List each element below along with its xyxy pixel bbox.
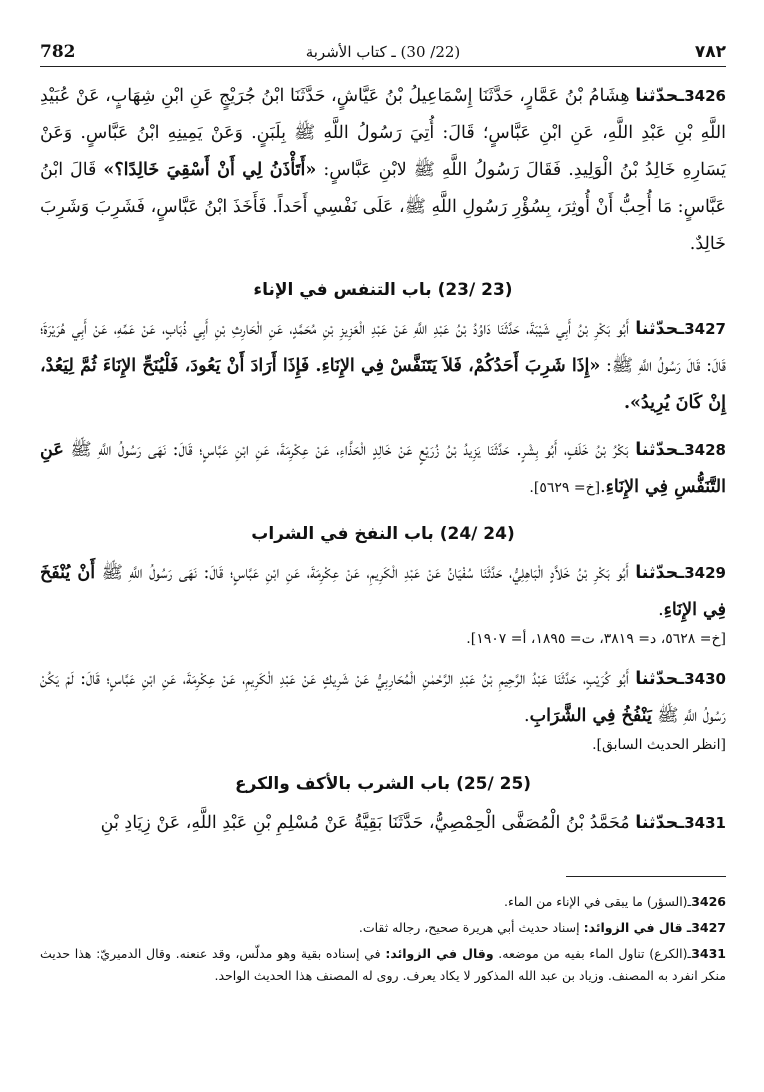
hadith-3431: [40, 805, 726, 842]
footnote-label: ـ قال في الزوائد:: [583, 920, 692, 935]
footnote-number: 3427: [691, 920, 726, 935]
cross-reference: [خ= ٥٦٢٨، د= ٣٨١٩، ت= ١٨٩٥، أ= ١٩٠٧].: [466, 631, 726, 647]
footnote: [40, 891, 726, 913]
hadith-number: 3426: [684, 87, 726, 105]
footnote-text: تناول الماء بفيه من موضعه.: [493, 946, 650, 961]
page-number-latin: 782: [40, 42, 76, 62]
footnote-label-2: وقال في الزوائد:: [385, 946, 494, 961]
main-text: [40, 78, 726, 842]
hadith-text: أَبُو بَكْرِ بْنُ أَبِي شَيْبَةَ، حَدَّثَنَا دَاوُدُ بْنُ عَبْدِ اللَّهِ عَنْ عَبْدِ الْعَزِيزِ بْنِ مُحَمَّدٍ، عَنِ الْحَارِثِ بْنِ أَبِي ذُبَابٍ، عَنْ عَمِّهِ، عَنْ أَبِي هُرَيْرَةَ؛ قَالَ: قَالَ رَسُولُ اللَّهِ ﷺ:: [40, 319, 726, 376]
footnote: [40, 943, 726, 987]
footnote-label: ـ(الكرع): [649, 946, 692, 961]
chapter-number: (24/ 24): [439, 524, 515, 544]
footnote: [40, 917, 726, 939]
hadith-text: مُحَمَّدُ بْنُ الْمُصَفَّى الْحِمْصِيُّ، حَدَّثَنَا بَقِيَّةُ عَنْ مُسْلِمِ بْنِ عَبْدِ اللَّهِ، عَنْ زِيَادِ بْنِ: [100, 813, 630, 833]
hadith-3430: [40, 661, 726, 735]
hadith-text-after: .: [600, 477, 606, 497]
hadith-3428: [40, 432, 726, 507]
chapter-number: (23/ 23): [437, 280, 513, 300]
hadith-text-after: قَالَ ابْنُ عَبَّاسٍ: مَا أُحِبُّ أَنْ أُوثِرَ، بِسُؤْرِ رَسُولِ اللَّهِ ﷺ، عَلَى نَفْسِي أَحَداً. فَأَخَذَ ابْنُ عَبَّاسٍ، فَشَرِبَ وَشَرِبَ خَالِدٌ.: [40, 160, 726, 254]
footnote-number: 3431: [691, 946, 726, 961]
footnote-text-2: في إسناده بقية وهو مدلّس، وقد عنعنه. وقال الدميريّ: هذا حديث منكر انفرد به المصنف. وزياد بن عبد الله المذكور لا يكاد يعرف. روى له المصنف هذا الحديث الواحد.: [40, 946, 726, 983]
hadith-number: 3431: [684, 814, 726, 832]
hadith-text: بَكْرُ بْنُ خَلَفٍ، أَبُو بِشْرٍ. حَدَّثَنَا يَزِيدُ بْنُ زُرَيْعٍ عَنْ خَالِدٍ الْحَذَّاءِ، عَنْ عِكْرِمَةَ، عَنِ ابْنِ عَبَّاسٍ؛ قَالَ: نَهَى رَسُولُ اللَّهِ ﷺ: [63, 440, 629, 460]
hadith-reference: [خ= ٥٦٢٩].: [529, 480, 601, 496]
chapter-heading: [40, 273, 726, 307]
hadith-text: أَبُو كُرَيْبٍ، حَدَّثَنَا عَبْدُ الرَّحِيمِ بْنُ عَبْدِ الرَّحْمٰنِ الْمُحَارِبِيُّ عَنْ شَرِيكٍ عَنْ عَبْدِ الْكَرِيمِ، عَنْ عِكْرِمَةَ، عَنِ ابْنِ عَبَّاسٍ؛ قَالَ: لَمْ يَكُنْ رَسُولُ اللَّهِ ﷺ: [40, 669, 726, 726]
hadith-text: أَبُو بَكْرِ بْنُ خَلاَّدٍ الْبَاهِلِيُّ، حَدَّثَنَا سُفْيَانُ عَنْ عَبْدِ الْكَرِيمِ، عَنْ عِكْرِمَةَ، عَنِ ابْنِ عَبَّاسٍ؛ قَالَ: نَهَى رَسُولُ اللَّهِ ﷺ: [95, 563, 629, 583]
hadith-quote: يَنْفُخُ فِي الشَّرَابِ: [529, 706, 652, 726]
footnote-label: ـ(السؤر): [646, 894, 692, 909]
footnotes: [40, 876, 726, 991]
haddathana-word: ـحدّثنا: [635, 319, 685, 339]
hadith-text-after: .: [524, 706, 530, 726]
footnote-number: 3426: [691, 894, 726, 909]
chapter-title: باب التنفس في الإناء: [253, 280, 432, 300]
hadith-quote: أَنْ يُنْفَخَ فِي الإِنَاءِ: [40, 563, 726, 620]
footnote-divider: [566, 876, 726, 877]
hadith-number: 3429: [684, 564, 726, 582]
hadith-number: 3430: [684, 670, 726, 688]
haddathana-word: ـحدّثنا: [635, 813, 685, 833]
haddathana-word: ـحدّثنا: [635, 86, 685, 106]
hadith-quote: عَنِ التَّنَفُّسِ فِي الإِنَاءِ: [40, 440, 726, 497]
page-header: [40, 40, 726, 67]
hadith-quote: «أَتَأْذَنُ لِي أَنْ أَسْقِيَ خَالِدًا؟»: [103, 160, 317, 180]
cross-reference: [انظر الحديث السابق].: [592, 737, 726, 753]
chapter-title: باب الشرب بالأكف والكرع: [234, 774, 451, 794]
hadith-number: 3428: [684, 441, 726, 459]
hadith-text: هِشَامُ بْنُ عَمَّارٍ، حَدَّثَنَا إِسْمَاعِيلُ بْنُ عَيَّاشٍ، حَدَّثَنَا ابْنُ جُرَيْجٍ عَنِ ابْنِ شِهَابٍ، عَنْ عُبَيْدِ اللَّهِ بْنِ عَبْدِ اللَّهِ، عَنِ ابْنِ عَبَّاسٍ؛ قَالَ: أُتِيَ رَسُولُ اللَّهِ ﷺ بِلَبَنٍ. وَعَنْ يَمِينِهِ ابْنُ عَبَّاسٍ. وَعَنْ يَسَارِهِ خَالِدُ بْنُ الْوَلِيدِ. فَقَالَ رَسُولُ اللَّهِ ﷺ لابْنِ عَبَّاسٍ:: [40, 86, 726, 180]
footnote-text: إسناد حديث أبي هريرة صحيح، رجاله ثقات.: [358, 920, 584, 935]
footnote-text: ما يبقى في الإناء من الماء.: [503, 894, 647, 909]
hadith-3429: [40, 555, 726, 629]
chapter-title: باب النفخ في الشراب: [251, 524, 434, 544]
hadith-number: 3427: [684, 320, 726, 338]
haddathana-word: ـحدّثنا: [635, 440, 685, 460]
haddathana-word: ـحدّثنا: [635, 669, 685, 689]
hadith-3426: [40, 78, 726, 263]
chapter-number: (25/ 25): [456, 774, 532, 794]
hadith-3427: [40, 311, 726, 422]
chapter-heading: [40, 767, 726, 801]
haddathana-word: ـحدّثنا: [635, 563, 685, 583]
hadith-text-after: .: [658, 600, 664, 620]
running-title: (22/ 30) ـ كتاب الأشربة: [305, 43, 461, 61]
page-number-arabic: ٧٨٢: [694, 42, 726, 62]
hadith-quote: «إِذَا شَرِبَ أَحَدُكُمْ، فَلاَ يَتَنَفَّسْ فِي الإِنَاءِ. فَإِذَا أَرَادَ أَنْ يَعُودَ، فَلْيُنَحِّ الإِنَاءَ ثُمَّ لِيَعُدْ، إِنْ كَانَ يُرِيدُ».: [40, 356, 726, 413]
chapter-heading: [40, 517, 726, 551]
